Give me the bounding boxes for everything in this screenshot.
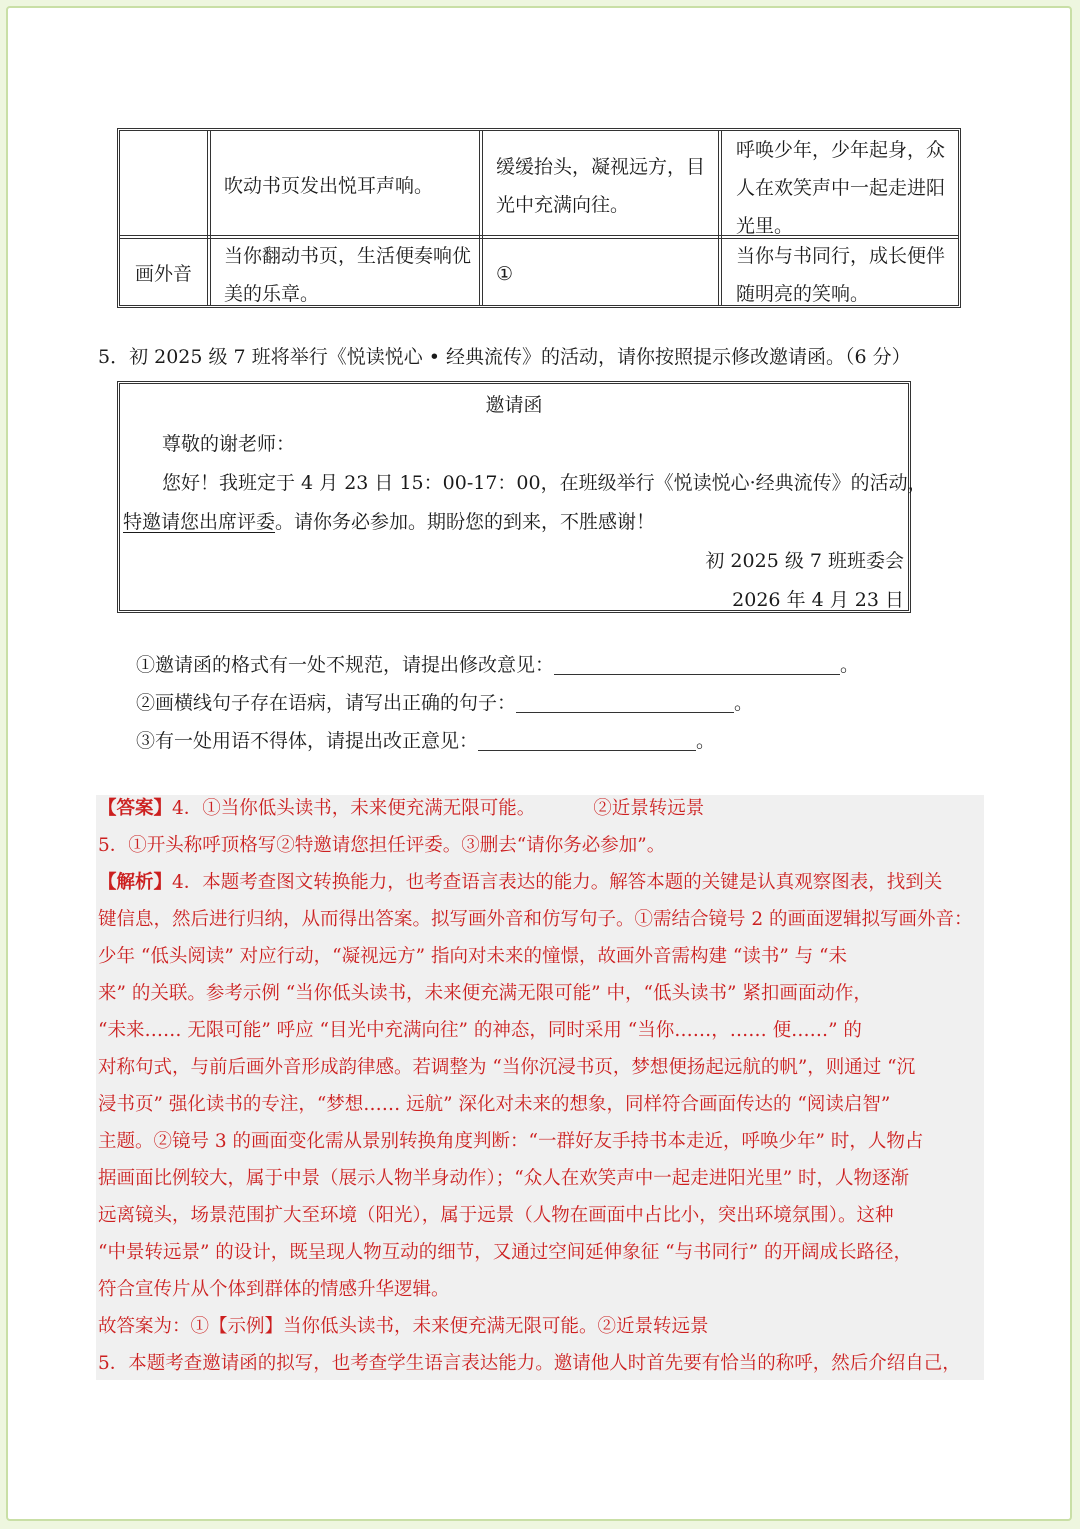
analysis-line: 浸书页” 强化读书的专注，“梦想…… 远航” 深化对未来的想象，同样符合画面传达的 “阅读启智” [98, 1094, 891, 1115]
cell-text: 美的乐章。 [224, 283, 320, 305]
analysis-line: “中景转远景” 的设计，既呈现人物互动的细节，又通过空间延伸象征 “与书同行” 的开阔成长路径， [98, 1242, 912, 1263]
analysis-line: 少年 “低头阅读” 对应行动，“凝视远方” 指向对未来的憧憬，故画外音需构建 “读书” 与 “未 [98, 946, 847, 967]
invitation-salutation: 尊敬的谢老师： [162, 433, 296, 455]
cell-text: 随明亮的笑响。 [736, 283, 870, 305]
table-divider [207, 131, 211, 305]
table-divider [479, 131, 483, 305]
storyboard-table [117, 128, 961, 308]
invitation-body: 特邀请您出席评委。请你务必参加。期盼您的到来，不胜感谢！ [123, 511, 656, 533]
invitation-signer: 初 2025 级 7 班班委会 [705, 550, 904, 572]
analysis-line: 【解析】4．本题考查图文转换能力，也考查语言表达的能力。解答本题的关键是认真观察图表，找到关 [98, 872, 943, 893]
table-cell [496, 148, 705, 224]
underlined-sentence: 特邀请您出席评委 [123, 511, 276, 533]
answer-line-1: 【答案】4．①当你低头读书，未来便充满无限可能。 ②近景转远景 [98, 798, 705, 819]
answer-tag: 【答案】 [98, 798, 173, 819]
subquestion-3: ③有一处用语不得体，请提出改正意见： 。 [136, 730, 716, 752]
table-cell [224, 237, 471, 313]
cell-text: 光里。 [736, 215, 794, 237]
answer-blank-marker: ① [496, 263, 514, 285]
answer-line[interactable] [478, 728, 696, 751]
invitation-letter [117, 381, 927, 613]
analysis-line: 来” 的关联。参考示例 “当你低头读书，未来便充满无限可能” 中，“低头读书” 紧扣画面动作， [98, 983, 872, 1004]
subquestion-1: ①邀请函的格式有一处不规范，请提出修改意见： 。 [136, 654, 860, 676]
subquestion-2: ②画横线句子存在语病，请写出正确的句子： 。 [136, 692, 754, 714]
analysis-tag: 【解析】 [98, 872, 173, 893]
table-cell [224, 167, 433, 205]
cell-text: 人在欢笑声中一起走进阳 [736, 177, 946, 199]
analysis-line: 远离镜头，场景范围扩大至环境（阳光），属于远景（人物在画面中占比小，突出环境氛围）。这种 [98, 1205, 894, 1226]
answer-line[interactable] [516, 690, 734, 713]
answer-line[interactable] [554, 652, 840, 675]
invitation-date: 2026 年 4 月 23 日 [732, 589, 904, 611]
invitation-title: 邀请函 [485, 394, 543, 416]
analysis-conclusion: 故答案为：①【示例】当你低头读书，未来便充满无限可能。②近景转远景 [98, 1316, 709, 1337]
analysis-line: 符合宣传片从个体到群体的情感升华逻辑。 [98, 1279, 450, 1300]
invitation-body: 您好！我班定于 4 月 23 日 15：00-17：00，在班级举行《悦读悦心·经典流传》的活动， [162, 472, 927, 494]
cell-text: 当你翻动书页，生活便奏响优 [224, 245, 472, 267]
cell-text: 呼唤少年，少年起身，众 [736, 139, 946, 161]
cell-text: 吹动书页发出悦耳声响。 [224, 175, 434, 197]
table-cell [496, 255, 513, 293]
analysis-line-q5: 5．本题考查邀请函的拟写，也考查学生语言表达能力。邀请他人时首先要有恰当的称呼，然后介绍自己， [98, 1353, 961, 1374]
table-divider [718, 131, 722, 305]
cell-text: 缓缓抬头，凝视远方，目 [496, 156, 706, 178]
table-cell [736, 131, 945, 245]
analysis-line: 键信息，然后进行归纳，从而得出答案。拟写画外音和仿写句子。①需结合镜号 2 的画面逻辑拟写画外音： [98, 909, 973, 930]
analysis-line: 对称句式，与前后画外音形成韵律感。若调整为 “当你沉浸书页，梦想便扬起远航的帆”，则通过 “沉 [98, 1057, 916, 1078]
analysis-line: “未来…… 无限可能” 呼应 “目光中充满向往” 的神态，同时采用 “当你……，…… 便……” 的 [98, 1020, 862, 1041]
table-cell [736, 237, 945, 313]
analysis-line: 主题。②镜号 3 的画面变化需从景别转换角度判断：“一群好友手持书本走近，呼唤少年” 时，人物占 [98, 1131, 924, 1152]
cell-text: 光中充满向往。 [496, 194, 630, 216]
analysis-line: 据画面比例较大，属于中景（展示人物半身动作）；“众人在欢笑声中一起走进阳光里” 时，人物逐渐 [98, 1168, 910, 1189]
question-5-prompt: 5．初 2025 级 7 班将举行《悦读悦心 • 经典流传》的活动，请你按照提示修改邀请函。（6 分） [98, 346, 911, 368]
cell-text: 当你与书同行，成长便伴 [736, 245, 946, 267]
row-label: 画外音 [135, 263, 193, 285]
answer-line-2: 5．①开头称呼顶格写②特邀请您担任评委。③删去“请你务必参加”。 [98, 835, 666, 856]
